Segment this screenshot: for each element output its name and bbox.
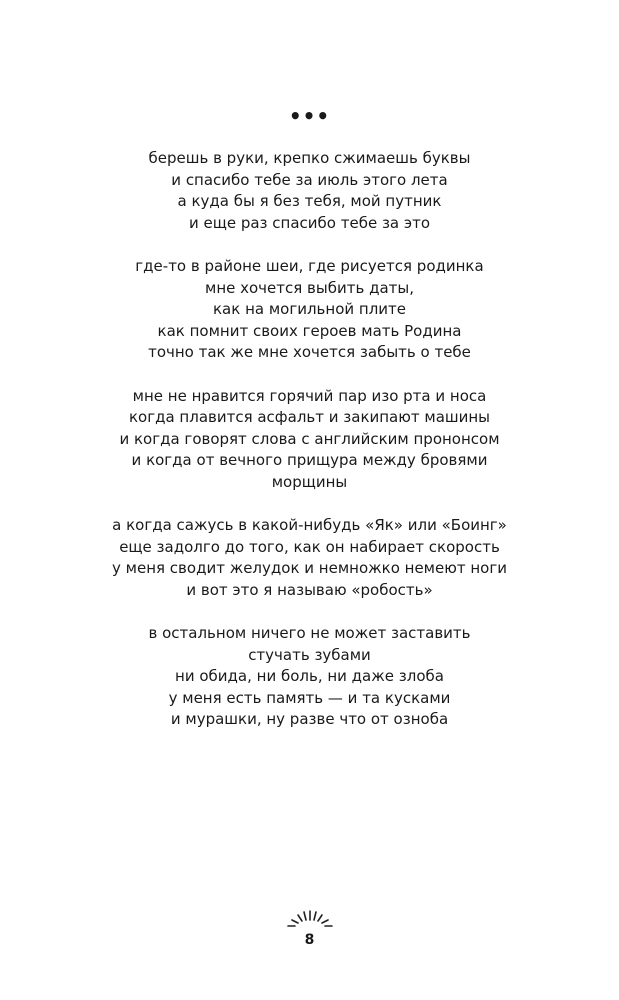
poem-line: и еще раз спасибо тебе за это: [188, 213, 431, 232]
poem-line: как помнит своих героев мать Родина: [157, 321, 462, 340]
ornament-dots: •••: [288, 104, 331, 128]
poem-line: ни обида, ни боль, ни даже злоба: [175, 667, 444, 685]
poem-line: а куда бы я без тебя, мой путник: [177, 192, 442, 210]
page-number: 8: [304, 932, 315, 948]
poem: [0, 148, 619, 753]
poem-line: и когда от вечного прищура между бровями: [131, 451, 488, 469]
poem-line: берешь в руки, крепко сжимаешь буквы: [148, 149, 471, 167]
poem-line: когда плавится асфальт и закипают машины: [128, 408, 491, 426]
poem-line: где-то в районе шеи, где рисуется родинка: [135, 257, 484, 275]
poem-line: у меня сводит желудок и немножко немеют ноги: [112, 559, 507, 577]
poem-line: у меня есть память — и та кусками: [168, 688, 451, 707]
poem-line: и спасибо тебе за июль этого лета: [171, 170, 448, 189]
poem-line: морщины: [271, 472, 348, 491]
poem-line: а когда сажусь в какой-нибудь «Як» или «Боинг»: [112, 516, 507, 534]
poem-line: в остальном ничего не может заставить: [148, 624, 471, 642]
stanza-1: [0, 148, 619, 234]
poem-line: и вот это я называю «робость»: [186, 580, 433, 599]
sun-rays-icon: [284, 908, 336, 930]
page-footer: [0, 908, 619, 948]
poem-line: еще задолго до того, как он набирает скорость: [119, 537, 500, 556]
poem-line: мне не нравится горячий пар изо рта и носа: [132, 386, 487, 405]
poem-line: как на могильной плите: [212, 300, 406, 318]
stanza-2: [0, 256, 619, 364]
stanza-3: [0, 386, 619, 494]
stanza-5: [0, 623, 619, 731]
poem-line: и мурашки, ну разве что от озноба: [170, 710, 449, 728]
poem-line: мне хочется выбить даты,: [205, 278, 414, 297]
poem-line: точно так же мне хочется забыть о тебе: [148, 343, 471, 361]
poem-line: и когда говорят слова с английским прононсом: [119, 429, 500, 448]
poem-line: стучать зубами: [248, 645, 371, 664]
stanza-4: [0, 515, 619, 601]
